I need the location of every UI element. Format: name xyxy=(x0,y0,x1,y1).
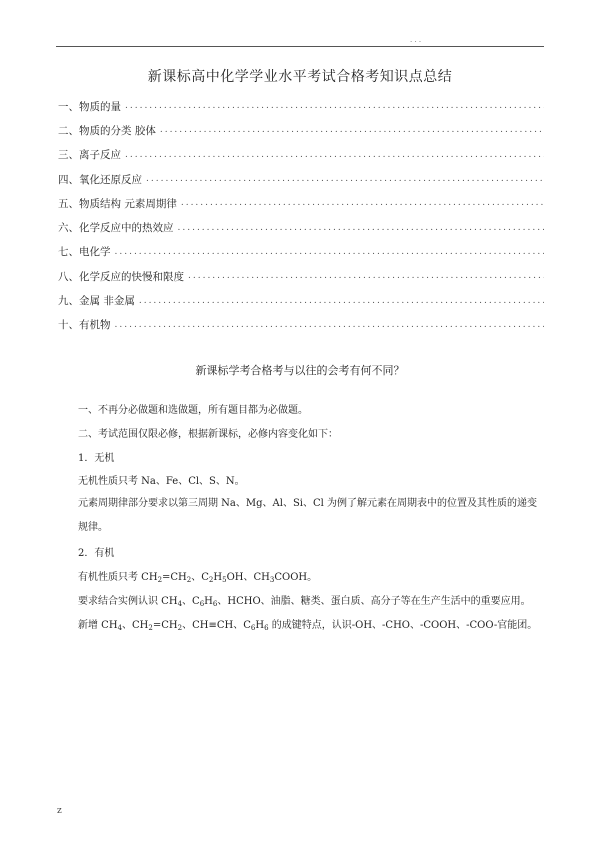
toc-item-label: 四、氧化还原反应 xyxy=(58,173,142,186)
toc-leader-dots xyxy=(115,320,545,330)
toc-leader-dots xyxy=(188,271,544,281)
toc-item-label: 二、物质的分类 胶体 xyxy=(58,124,156,137)
toc-item-label: 三、离子反应 xyxy=(58,149,121,162)
toc-item-label: 九、金属 非金属 xyxy=(58,295,135,308)
toc-item[interactable] xyxy=(58,264,544,288)
toc-leader-dots xyxy=(181,198,544,208)
paragraph-4: 元素周期律部分要求以第三周期 Na、Mg、Al、Si、Cl 为例了解元素在周期表中的位置及其性质的递变规律。 xyxy=(78,498,538,533)
paragraph-6: 要求结合实例认识 $CH_4$、$C_6H_6$、HCHO、油脂、糖类、蛋白质、高分子等在生产生活中的重要应用。 xyxy=(78,596,531,608)
toc-item-label: 一、物质的量 xyxy=(58,100,121,113)
toc-leader-dots xyxy=(178,223,545,233)
toc-leader-dots xyxy=(125,150,544,160)
paragraph-1: 一、不再分必做题和选做题，所有题目都为必做题。 xyxy=(78,405,308,416)
paragraph-7: 新增 $CH_4$、$CH_2=CH_2$、CH≡CH、$C_6H_6$ 的成键特点，认识-OH、-CHO、-COOH、-COO-官能团。 xyxy=(78,620,538,632)
toc-leader-dots xyxy=(160,125,544,135)
toc-item[interactable] xyxy=(58,240,544,264)
toc-item[interactable] xyxy=(58,313,544,337)
paragraph-5: 有机性质只考 $CH_2=CH_2$、$C_2H_5OH$、$CH_3COOH$。 xyxy=(78,572,318,584)
toc-leader-dots xyxy=(139,296,544,306)
toc-item[interactable] xyxy=(58,143,544,167)
toc-item-label: 八、化学反应的快慢和限度 xyxy=(58,270,184,283)
document-title: 新课标高中化学学业水平考试合格考知识点总结 xyxy=(147,69,453,85)
paragraph-3: 无机性质只考 Na、Fe、Cl、S、N。 xyxy=(78,476,245,487)
toc-item[interactable] xyxy=(58,191,544,215)
toc-item-label: 十、有机物 xyxy=(58,319,111,332)
toc-leader-dots xyxy=(125,101,544,111)
heading-organic: 2．有机 xyxy=(78,548,115,559)
toc-item[interactable] xyxy=(58,118,544,142)
toc-item-label: 五、物质结构 元素周期律 xyxy=(58,197,177,210)
heading-inorganic: 1．无机 xyxy=(78,453,115,464)
toc-leader-dots xyxy=(146,174,544,184)
toc-item[interactable] xyxy=(58,288,544,312)
toc-item[interactable] xyxy=(58,94,544,118)
toc-item-label: 七、电化学 xyxy=(58,246,111,259)
toc-item[interactable] xyxy=(58,167,544,191)
header-rule xyxy=(56,46,544,47)
table-of-contents xyxy=(58,94,544,337)
section-subtitle: 新课标学考合格考与以往的会考有何不同？ xyxy=(195,364,405,377)
paragraph-2: 二、考试范围仅限必修，根据新课标，必修内容变化如下： xyxy=(78,429,338,440)
toc-item-label: 六、化学反应中的热效应 xyxy=(58,222,174,235)
footer-mark: z xyxy=(57,806,62,816)
toc-item[interactable] xyxy=(58,215,544,239)
toc-leader-dots xyxy=(115,247,545,257)
header-mark: . . . xyxy=(410,36,422,44)
